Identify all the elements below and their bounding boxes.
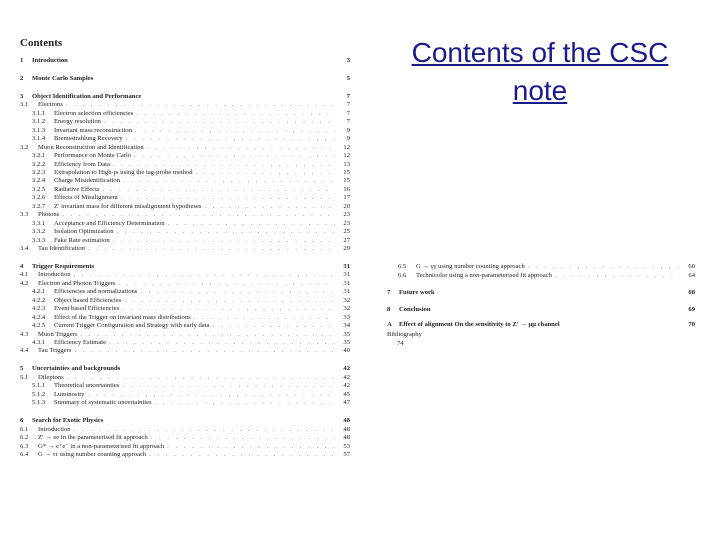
toc-entry-title: Monte Carlo Samples (32, 74, 94, 82)
toc-entry-page: 25 (343, 228, 350, 236)
toc-entry-page: 15 (343, 177, 350, 185)
toc-entry-page: 31 (343, 279, 350, 287)
toc-entry (20, 346, 350, 355)
toc-entry-number: 5.1 (20, 373, 29, 381)
toc-entry-number: 3.2 (20, 143, 29, 151)
toc-entry-page: 23 (343, 219, 350, 227)
toc-entry-title: Muon Triggers (38, 330, 78, 338)
toc-entry-title: G → ττ using number counting approach (38, 450, 147, 458)
toc-entry-number: 6.6 (398, 272, 407, 279)
toc-entry-number: 4.3.1 (32, 339, 46, 346)
toc-entry-title: Efficiencies and normalizations (54, 288, 138, 296)
toc-entry-number: 3.2.2 (32, 160, 46, 168)
toc-entry-title: Bremsstrahlung Recovery (54, 135, 123, 143)
toc-entry-page: 70 (688, 321, 695, 328)
toc-entry-number: 3.3.1 (32, 219, 46, 227)
toc-entry-title: Fake Rate estimation (54, 236, 110, 244)
toc-entry-number: 3.2.3 (32, 168, 46, 176)
toc-entry-number: 3.1.3 (32, 126, 46, 134)
toc-entry-title: Object Identification and Performance (32, 92, 142, 100)
toc-entry-title: Electrons (38, 101, 63, 109)
toc-entry-number: 5 (20, 365, 24, 373)
toc-entry-number: 3 (20, 92, 24, 100)
toc-entry-page: 7 (346, 92, 350, 100)
toc-entry-title: Muon Reconstruction and Identification (38, 143, 144, 151)
slide-heading (370, 34, 710, 110)
toc-entry-number: 6.3 (20, 442, 29, 450)
toc-entry-title: Effects of Misalignment (54, 194, 118, 202)
toc-title: Contents (20, 37, 63, 49)
toc-entry-page: 20 (343, 202, 350, 210)
toc-entry (387, 305, 695, 314)
toc-entry-page: 47 (343, 399, 350, 407)
toc-entry-title: Future work (399, 289, 435, 296)
toc-entry-number: 4.2 (20, 279, 29, 287)
toc-entry-title: G* → e⁺e⁻ in a non-parameterised fit approach (38, 442, 165, 450)
toc-entry (20, 244, 350, 253)
toc-entry-number: 8 (387, 306, 391, 313)
toc-entry-title: Technicolor using a non-parameterised fit approach (416, 272, 552, 279)
toc-entry-number: 5.1.3 (32, 399, 46, 407)
toc-entry-number: 6.4 (20, 450, 29, 458)
toc-entry-page: 48 (343, 425, 350, 433)
toc-entry-page: 12 (343, 152, 350, 160)
toc-entry (387, 330, 695, 339)
toc-entry-number: 4.1 (20, 271, 29, 279)
toc-entry-number: 4 (20, 262, 24, 270)
toc-entry-number: 6 (20, 417, 24, 425)
toc-entry-number: 6.2 (20, 434, 29, 442)
toc-leader-dots (88, 244, 335, 253)
toc-entry-number: 3.2.4 (32, 177, 46, 185)
toc-leader-dots (149, 450, 335, 459)
toc-entry-page: 9 (346, 135, 350, 143)
toc-entry-title: Photons (38, 211, 60, 219)
toc-entry-title: Search for Exotic Physics (32, 417, 104, 425)
toc-entry-number: 3.2.1 (32, 152, 46, 160)
toc-entry-number: 3.1.2 (32, 118, 46, 126)
toc-entry-page: 69 (688, 306, 695, 313)
toc-entry-title: Summary of systematic uncertainties (54, 399, 152, 407)
toc-entry-number: 3.4 (20, 245, 29, 252)
toc-entry-title: Electron selection efficiencies (54, 109, 134, 117)
toc-entry (398, 271, 695, 280)
toc-entry-number: 7 (387, 289, 391, 296)
toc-entry-number: 2 (20, 74, 24, 82)
toc-entry-title: Extrapolation to High-pₜ using the tag-probe method (54, 168, 193, 176)
toc-entry-title: Effect of alignment On the sensitivity to Z′ → μμ channel (399, 321, 560, 328)
toc-entry-title: Isolation Optimization (54, 228, 114, 236)
toc-entry-page: 64 (688, 272, 695, 279)
toc-entry-title: Dileptons (38, 373, 64, 381)
toc-entry-number: 6.5 (398, 263, 407, 270)
toc-entry-number: 3.1.1 (32, 109, 46, 117)
toc-entry-title: Acceptance and Efficiency Determination (54, 219, 165, 227)
toc-entry-page: 29 (343, 245, 350, 252)
toc-entry-page: 60 (688, 263, 695, 270)
toc-entry-title: Bibliography (387, 331, 422, 338)
toc-entry-page: 42 (343, 382, 350, 390)
toc-entry-page: 35 (343, 330, 350, 338)
toc-entry-title: Tau Identification (38, 245, 85, 252)
toc-entry-title: Luminosity (54, 390, 85, 398)
toc-entry-title: Z′ → ee in the parameterised fit approach (38, 434, 148, 442)
toc-entry-number: 6.1 (20, 425, 29, 433)
toc-entry-title: Energy resolution (54, 118, 101, 126)
toc-entry-page: 15 (343, 168, 350, 176)
toc-entry-page: 31 (343, 288, 350, 296)
toc-entry-title: Performance on Monte Carlo (54, 152, 132, 160)
toc-entry-page: 31 (343, 271, 350, 279)
toc-entry-number: 3.1.4 (32, 135, 46, 143)
toc-entry (387, 320, 695, 329)
toc-entry-number: 1 (20, 57, 24, 64)
toc-entry-page: 32 (343, 305, 350, 313)
toc-entry-page: 33 (343, 313, 350, 321)
toc-entry-page: 48 (343, 434, 350, 442)
toc-entry-title: Object based Efficiencies (54, 296, 122, 304)
toc-leader-dots (555, 271, 680, 280)
toc-entry-title: Uncertainties and backgrounds (32, 365, 121, 373)
toc-leader-dots (74, 346, 335, 355)
toc-entry-page: 9 (346, 126, 350, 134)
toc-entry-page: 48 (343, 417, 350, 425)
toc-entry-title: Theoretical uncertainties (54, 382, 120, 390)
toc-entry (387, 288, 695, 297)
toc-entry-page: 7 (346, 101, 350, 109)
toc-entry-title: Radiative Effects (54, 185, 100, 193)
toc-entry-page: 57 (343, 450, 350, 458)
toc-entry-page: 13 (343, 160, 350, 168)
toc-entry-title: Charge Misidentification (54, 177, 120, 185)
toc-entry-number: 4.2.2 (32, 296, 46, 304)
toc-entry-title: Introduction (38, 425, 71, 433)
toc-entry-number: 3.2.7 (32, 202, 46, 210)
toc-entry-title: Z′ invariant mass for different misalignment hypotheses (54, 202, 202, 210)
toc-leader-dots (155, 398, 335, 407)
toc-entry-page: 23 (343, 211, 350, 219)
toc-entry-page: 34 (343, 322, 350, 330)
toc-entry (20, 450, 350, 459)
toc-entry-title: Efficiency Estimate (54, 339, 107, 346)
toc-entry-title: Invariant mass reconstruction (54, 126, 133, 134)
toc-entry-title: Current Trigger Configuration and Strategy with early data (54, 322, 210, 330)
toc-entry (32, 398, 350, 407)
toc-entry-number: 4.2.1 (32, 288, 46, 296)
toc-entry-page: 35 (343, 339, 350, 346)
toc-entry-number: 3.3.3 (32, 236, 46, 244)
toc-entry-number: 4.2.5 (32, 322, 46, 330)
toc-entry-title: 74 (397, 340, 404, 347)
toc-entry-title: Effect of the Trigger on invariant mass distributions (54, 313, 191, 321)
toc-entry-page: 27 (343, 236, 350, 244)
slide-heading-line1: Contents of the CSC (411, 37, 669, 68)
toc-entry-number: A (387, 321, 392, 328)
toc-entry-number: 3.1 (20, 101, 29, 109)
toc-entry-number: 4.3 (20, 330, 29, 338)
toc-entry-number: 3.3 (20, 211, 29, 219)
toc-entry-page: 40 (343, 347, 350, 355)
toc-entry-title: Efficiency from Data (54, 160, 110, 168)
toc-entry-number: 4.2.3 (32, 305, 46, 313)
slide-heading-line2: note (512, 75, 568, 106)
toc-entry-page: 42 (343, 373, 350, 381)
toc-entry-page: 42 (343, 365, 350, 373)
toc-entry-title: Tau Triggers (38, 347, 72, 355)
toc-entry-title: Electron and Photon Triggers (38, 279, 116, 287)
toc-entry-number: 3.2.6 (32, 194, 46, 202)
toc-entry-number: 4.4 (20, 347, 29, 355)
toc-entry (398, 262, 695, 271)
toc-leader-dots (528, 262, 680, 271)
toc-entry-page: 16 (343, 185, 350, 193)
toc-entry-title: Conclusion (399, 306, 431, 313)
toc-entry-page: 5 (346, 74, 350, 82)
toc-entry-title: G → γγ using number counting approach (416, 263, 525, 270)
toc-entry (397, 339, 695, 348)
toc-entry-page: 68 (688, 289, 695, 296)
toc-entry-number: 4.2.4 (32, 313, 46, 321)
toc-entry (20, 56, 350, 65)
toc-entry-number: 5.1.2 (32, 390, 46, 398)
toc-entry-title: Event based Efficiencies (54, 305, 120, 313)
toc-entry-page: 7 (346, 118, 350, 126)
toc-entry-title: Introduction (38, 271, 71, 279)
toc-entry-page: 53 (343, 442, 350, 450)
toc-entry-number: 5.1.1 (32, 382, 46, 390)
toc-entry-title: Introduction (32, 57, 68, 64)
toc-entry-page: 32 (343, 296, 350, 304)
toc-entry-page: 7 (346, 109, 350, 117)
toc-entry-page: 31 (343, 262, 350, 270)
toc-entry-page: 17 (343, 194, 350, 202)
toc-entry-title: Trigger Requirements (32, 262, 95, 270)
toc-entry-number: 3.3.2 (32, 228, 46, 236)
toc-entry-page: 12 (343, 143, 350, 151)
toc-entry-page: 3 (346, 57, 350, 64)
toc-entry (20, 74, 350, 83)
toc-entry-page: 45 (343, 390, 350, 398)
toc-entry-number: 3.2.5 (32, 185, 46, 193)
